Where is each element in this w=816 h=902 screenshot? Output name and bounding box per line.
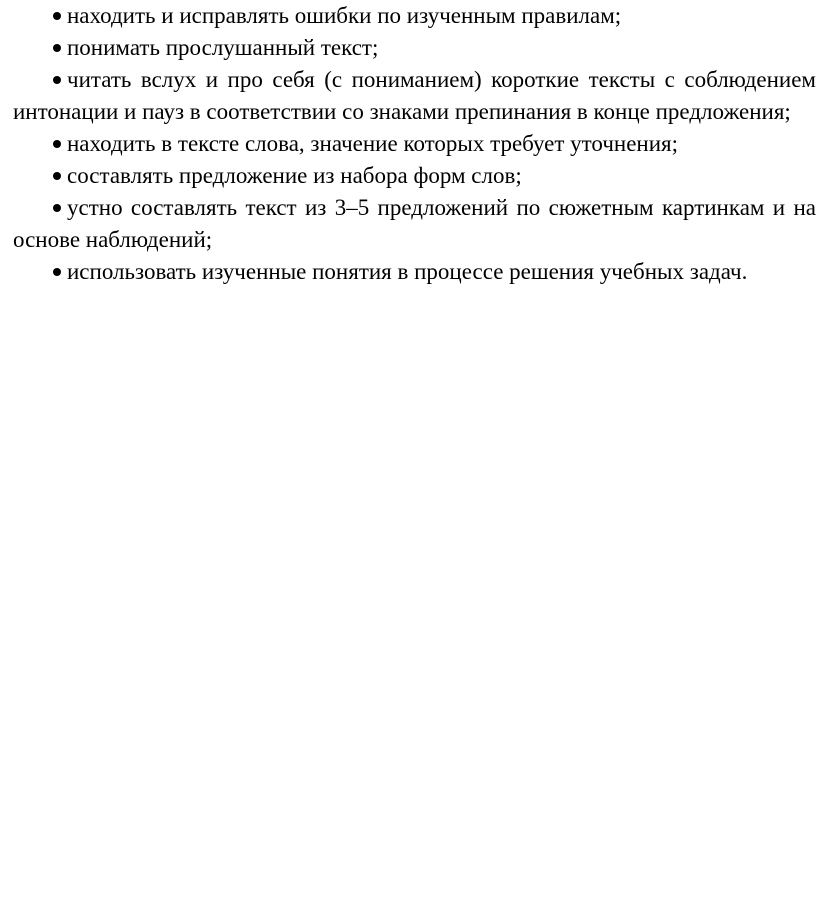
list-item [13, 128, 816, 160]
bullet-icon [53, 76, 61, 84]
list-item [13, 256, 816, 288]
list-item-text: находить и исправлять ошибки по изученным правилам; [67, 3, 622, 28]
bullet-icon [53, 140, 61, 148]
bullet-list [13, 0, 816, 288]
bullet-icon [53, 172, 61, 180]
list-item [13, 0, 816, 32]
list-item [13, 160, 816, 192]
list-item [13, 64, 816, 128]
list-item-text: понимать прослушанный текст; [67, 35, 379, 60]
bullet-icon [53, 268, 61, 276]
bullet-icon [53, 12, 61, 20]
list-item-text: использовать изученные понятия в процессе решения учебных задач. [67, 259, 748, 284]
list-item-text: читать вслух и про себя (с пониманием) короткие тексты с соблюдением интонации и пауз в соответствии со знаками препинания в конце предложения; [13, 67, 816, 124]
bullet-icon [53, 44, 61, 52]
list-item-text: составлять предложение из набора форм слов; [67, 163, 522, 188]
list-item [13, 192, 816, 256]
bullet-icon [53, 204, 61, 212]
list-item [13, 32, 816, 64]
list-item-text: устно составлять текст из 3–5 предложений по сюжетным картинкам и на основе наблюдений; [13, 195, 816, 252]
list-item-text: находить в тексте слова, значение которых требует уточнения; [67, 131, 679, 156]
document-page [13, 0, 816, 288]
